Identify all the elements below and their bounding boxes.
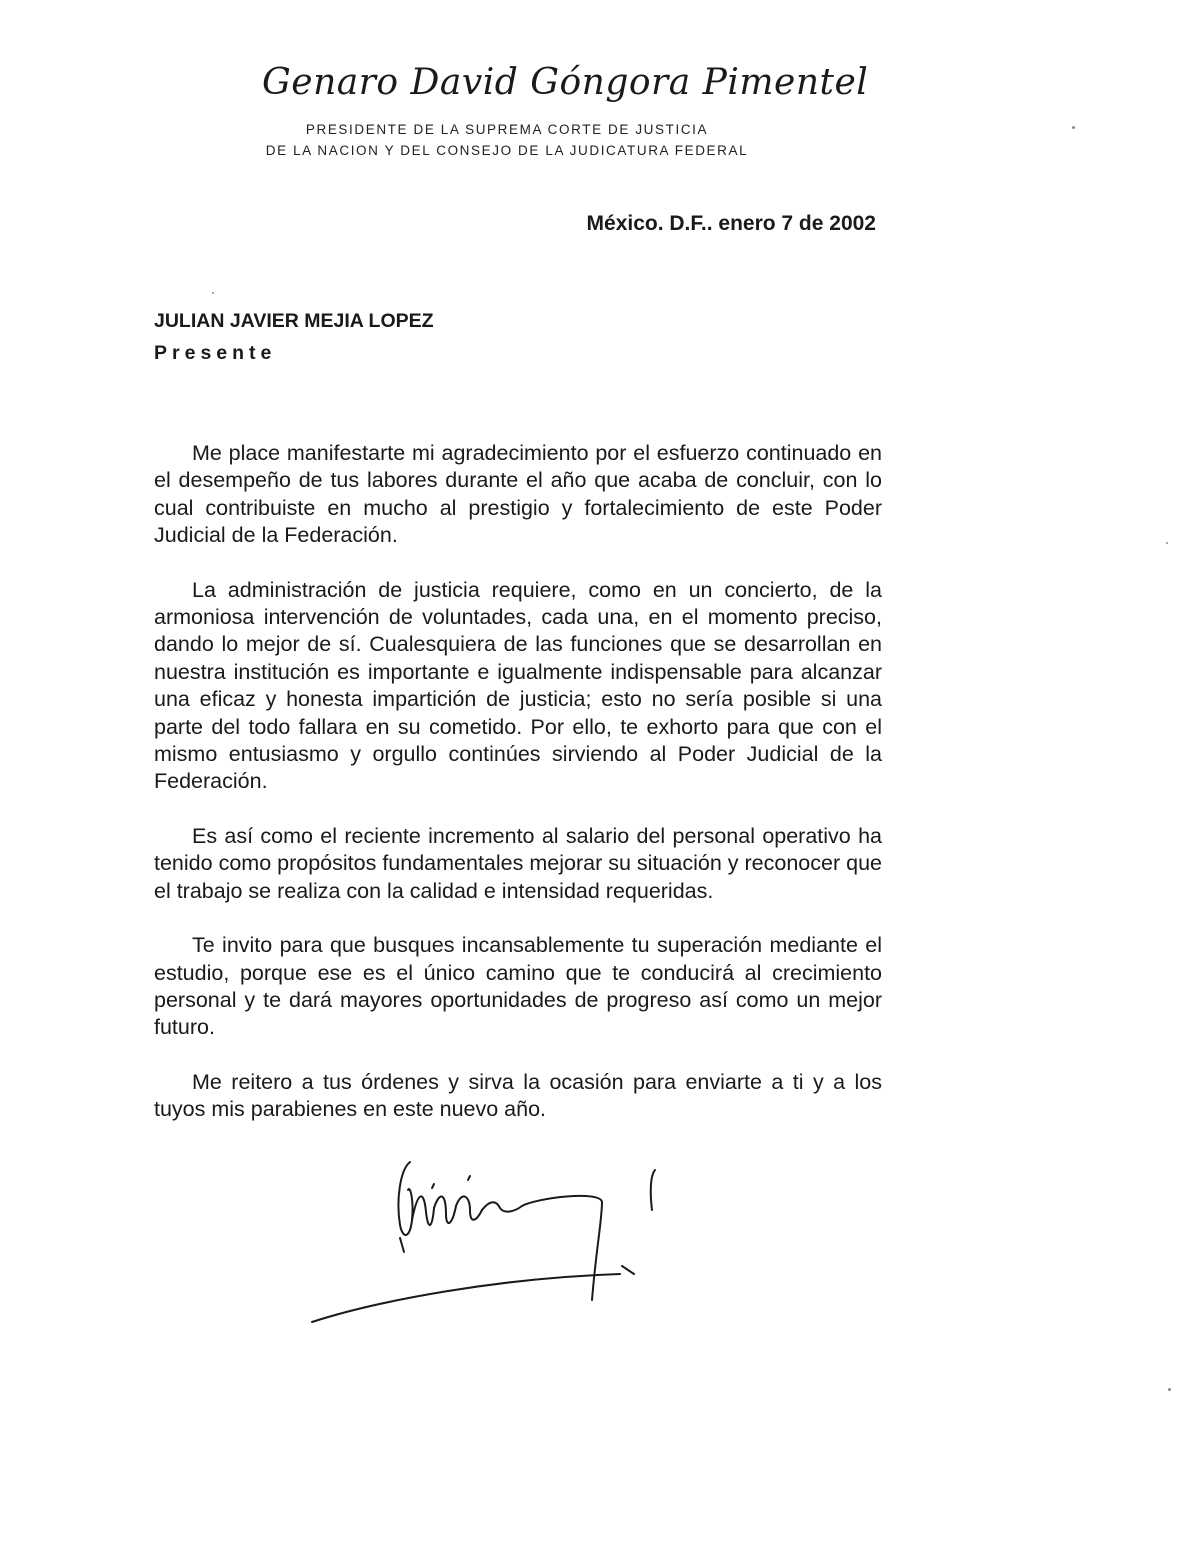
recipient-salutation: Presente xyxy=(154,342,277,364)
body-paragraph-5: Me reitero a tus órdenes y sirva la ocasión para enviarte a ti y a los tuyos mis parabienes en este nuevo año. xyxy=(154,1069,882,1122)
body-paragraph-3: Es así como el reciente incremento al salario del personal operativo ha tenido como propósitos fundamentales mejorar su situación y reconocer que el trabajo se realiza con la calidad e intensidad requeridas. xyxy=(154,823,882,903)
letterhead-title-line-1: PRESIDENTE DE LA SUPREMA CORTE DE JUSTICIA xyxy=(305,122,709,137)
body-paragraph-4: Te invito para que busques incansablemente tu superación mediante el estudio, porque ese es el único camino que te conducirá al crecimiento personal y te dará mayores oportunidades de progreso así como un mejor futuro. xyxy=(154,933,882,1040)
recipient-name: JULIAN JAVIER MEJIA LOPEZ xyxy=(154,310,434,332)
letter-date: México. D.F.. enero 7 de 2002 xyxy=(586,212,876,235)
scan-speck xyxy=(1168,1388,1171,1391)
letterhead-signature-name: Genaro David Góngora Pimentel xyxy=(262,62,869,103)
body-paragraph-1: Me place manifestarte mi agradecimiento por el esfuerzo continuado en el desempeño de tus labores durante el año que acaba de concluir, con lo cual contribuiste en mucho al prestigio y fortalecimiento de este Poder Judicial de la Federación. xyxy=(154,441,882,548)
scan-speck xyxy=(1072,126,1075,129)
letterhead-title xyxy=(262,119,752,161)
handwritten-signature xyxy=(300,1150,680,1340)
scan-speck xyxy=(212,292,214,294)
body-paragraph-2: La administración de justicia requiere, como en un concierto, de la armoniosa intervención de voluntades, cada una, en el momento preciso, dando lo mejor de sí. Cualesquiera de las funciones que se desarrollan en nuestra institución es importante e igualmente indispensable para alcanzar una eficaz y honesta impartición de justicia; esto no sería posible si una parte del todo fallara en su cometido. Por ello, te exhorto para que con el mismo entusiasmo y orgullo continúes sirviendo al Poder Judicial de la Federación. xyxy=(154,577,882,794)
scan-speck xyxy=(1166,542,1168,544)
letterhead-title-line-2: DE LA NACION Y DEL CONSEJO DE LA JUDICATURA FEDERAL xyxy=(265,143,749,158)
recipient-block xyxy=(154,305,434,369)
letter-body xyxy=(154,440,882,1151)
